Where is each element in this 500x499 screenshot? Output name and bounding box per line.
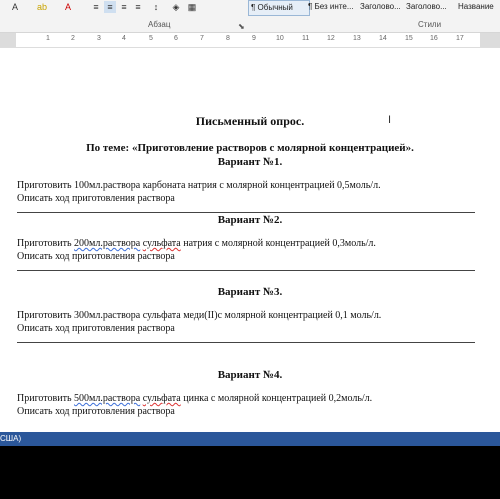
ruler-tick: 1 <box>46 35 50 42</box>
ruler[interactable] <box>0 33 500 48</box>
divider <box>17 342 475 343</box>
ruler-tick: 10 <box>276 35 284 42</box>
ruler-tick: 9 <box>252 35 256 42</box>
variant-3-instruction: Описать ход приготовления раствора <box>17 323 175 334</box>
dialog-launcher-icon[interactable]: ⬊ <box>238 22 245 31</box>
highlight-button[interactable]: ab <box>36 2 47 12</box>
style-title[interactable]: Название <box>458 2 494 11</box>
text-run: Приготовить <box>17 238 75 249</box>
styles-group-label: Стили <box>418 20 442 29</box>
ruler-tick: 13 <box>353 35 361 42</box>
ruler-tick: 16 <box>430 35 438 42</box>
style-normal[interactable]: ¶ Обычный <box>248 0 310 16</box>
divider <box>17 212 475 213</box>
font-color-button[interactable]: A <box>64 2 71 12</box>
status-bar <box>0 432 500 446</box>
line-spacing-icon[interactable]: ↕ <box>153 2 159 12</box>
align-left-icon[interactable]: ≡ <box>93 2 99 12</box>
shading-icon[interactable]: ◈ <box>172 2 180 12</box>
text-run: 500мл.раствора <box>74 393 141 404</box>
ruler-tick: 4 <box>122 35 126 42</box>
variant-1-heading: Вариант №1. <box>217 156 283 168</box>
variant-2-instruction: Описать ход приготовления раствора <box>17 251 175 262</box>
text-run: натрия с молярной концентрацией 0,3моль/л. <box>180 238 376 249</box>
variant-1-instruction: Описать ход приготовления раствора <box>17 193 175 204</box>
variant-2-task <box>17 238 376 249</box>
borders-icon[interactable]: ▦ <box>187 2 197 12</box>
text-run: сульфата <box>142 238 181 249</box>
ruler-tick: 15 <box>405 35 413 42</box>
variant-4-instruction: Описать ход приготовления раствора <box>17 406 175 417</box>
variant-1-task: Приготовить 100мл.раствора карбоната натрия с молярной концентрацией 0,5моль/л. <box>17 180 381 191</box>
variant-2-heading: Вариант №2. <box>217 214 283 226</box>
ruler-tick: 14 <box>379 35 387 42</box>
variant-4-task <box>17 393 372 404</box>
paragraph-group-label: Абзац <box>148 20 171 29</box>
text-run: сульфата <box>142 393 181 404</box>
ruler-tick: 11 <box>302 35 310 42</box>
ruler-tick: 3 <box>97 35 101 42</box>
justify-icon[interactable]: ≡ <box>135 2 141 12</box>
ribbon <box>0 0 500 33</box>
ruler-tick: 2 <box>71 35 75 42</box>
doc-title: Письменный опрос. <box>195 114 305 128</box>
ruler-tick: 8 <box>226 35 230 42</box>
ruler-tick: 7 <box>200 35 204 42</box>
style-heading1[interactable]: Заголово... <box>360 2 401 11</box>
document-page[interactable] <box>0 48 500 432</box>
ruler-tick: 6 <box>174 35 178 42</box>
style-no-spacing[interactable]: ¶ Без инте... <box>308 2 354 11</box>
variant-3-heading: Вариант №3. <box>217 286 283 298</box>
divider <box>17 270 475 271</box>
ruler-tick: 12 <box>327 35 335 42</box>
screen-background <box>0 446 500 499</box>
style-heading2[interactable]: Заголово... <box>406 2 447 11</box>
variant-4-heading: Вариант №4. <box>217 369 283 381</box>
text-run: Приготовить <box>17 393 75 404</box>
text-run: 200мл.раствора <box>74 238 141 249</box>
doc-topic: По теме: «Приготовление растворов с молярной концентрацией». <box>86 142 414 154</box>
align-center-icon[interactable]: ≡ <box>104 1 116 13</box>
ruler-tick: 5 <box>149 35 153 42</box>
align-right-icon[interactable]: ≡ <box>121 2 127 12</box>
ruler-tick: 17 <box>456 35 464 42</box>
text-effects-button[interactable]: A <box>11 2 18 12</box>
language-indicator[interactable]: США) <box>0 434 22 443</box>
text-run: цинка с молярной концентрацией 0,2моль/л. <box>180 393 373 404</box>
variant-3-task: Приготовить 300мл.раствора сульфата меди(II)с молярной концентрацией 0,1 моль/л. <box>17 310 382 321</box>
text-cursor-icon: I <box>388 114 392 126</box>
